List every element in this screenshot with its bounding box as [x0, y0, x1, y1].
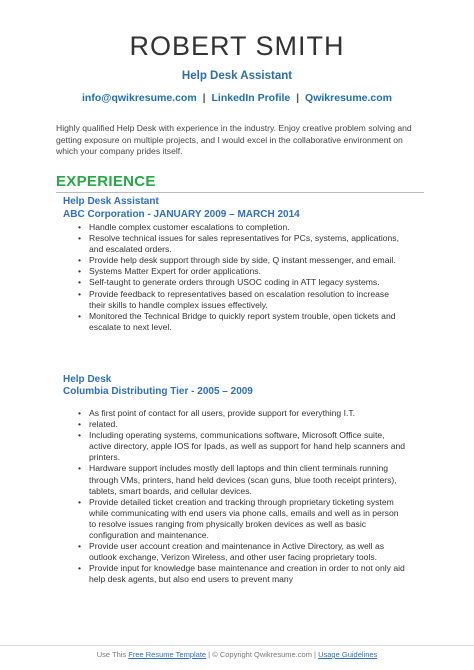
linkedin-link[interactable]: LinkedIn Profile — [211, 92, 291, 104]
list-item: • Provide user account creation and maintenance in Active Directory, as well as outlook exchange, Verizon Wireless, and other user facing proprietary tools. — [78, 541, 406, 563]
contact-line — [0, 91, 474, 105]
list-item: • Hardware support includes mostly dell laptops and thin client terminals running through VMs, printers, hand held devices (scan guns, blue tooth receipt printers), tablets, smart boards, and cellular devices. — [78, 463, 406, 496]
candidate-name: ROBERT SMITH — [129, 31, 345, 61]
experience-heading: EXPERIENCE — [56, 173, 156, 190]
list-item: • Including operating systems, communications software, Microsoft Office suite, active directory, apple IOS for Ipads, as well as support for hand help scanners and printers. — [78, 430, 406, 463]
job-title: Help Desk — [63, 374, 112, 385]
list-item: • Provide feedback to representatives based on escalation resolution to increase their skills to handle complex issues effectively. — [78, 289, 406, 311]
copyright-text: © Copyright Qwikresume.com — [212, 650, 312, 659]
job-title: Help Desk Assistant — [63, 196, 159, 207]
list-item: • Self-taught to generate orders through USOC coding in ATT legacy systems. — [78, 277, 406, 288]
section-divider — [56, 192, 424, 193]
list-item: • Monitored the Technical Bridge to quickly report system trouble, open tickets and escalate to next level. — [78, 311, 406, 333]
website-link[interactable]: Qwikresume.com — [305, 92, 392, 104]
candidate-title: Help Desk Assistant — [181, 70, 293, 82]
list-item: • Resolve technical issues for sales representatives for PCs, systems, applications, and escalated orders. — [78, 233, 406, 255]
list-item: • Provide detailed ticket creation and tracking through proprietary ticketing system while communicating with end users via phone calls, emails and well as in person to resolve issues ranging from physically broken devices as well as basic configuration and maintenance. — [78, 497, 406, 541]
contact-separator: | — [202, 92, 206, 104]
list-item: • Systems Matter Expert for order applications. — [78, 266, 406, 277]
usage-guidelines-link[interactable]: Usage Guidelines — [318, 650, 378, 659]
email-link[interactable]: info@qwikresume.com — [82, 92, 197, 104]
job-company-dates: ABC Corporation - JANUARY 2009 – MARCH 2014 — [63, 209, 300, 220]
free-template-link[interactable]: Free Resume Template — [128, 650, 207, 659]
list-item: • Handle complex customer escalations to completion. — [78, 222, 406, 233]
list-item: • Provide input for knowledge base maintenance and creation in order to not only aid help desk agents, but also end users to prevent many — [78, 563, 406, 585]
list-item: • related. — [78, 419, 406, 430]
job-company-dates: Columbia Distributing Tier - 2005 – 2009 — [63, 386, 253, 397]
footer-separator: | — [208, 650, 211, 659]
summary-paragraph: Highly qualified Help Desk with experience in the industry. Enjoy creative problem solving and getting exposure on multiple projects, and I would excel in the collaborative environment on which your company prides itself. — [56, 123, 412, 157]
job-bullets — [78, 222, 406, 333]
footer-prefix: Use This — [96, 650, 127, 659]
footer-divider — [0, 645, 474, 646]
footer — [0, 650, 474, 660]
list-item: • As first point of contact for all users, provide support for everything I.T. — [78, 408, 406, 419]
footer-separator: | — [314, 650, 316, 659]
job-bullets — [78, 408, 406, 586]
list-item: • Provide help desk support through side by side, Q instant messenger, and email. — [78, 255, 406, 266]
contact-separator: | — [296, 92, 300, 104]
